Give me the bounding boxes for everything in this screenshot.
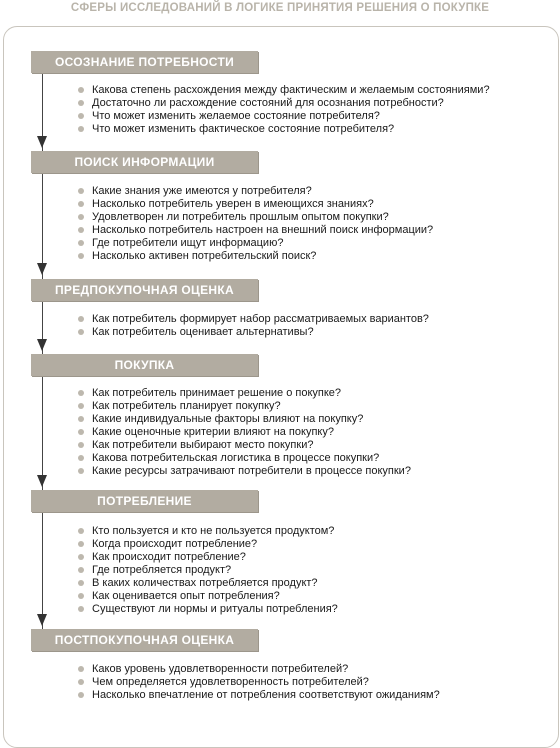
bullet-icon — [78, 126, 84, 132]
bullet-icon — [78, 429, 84, 435]
bullet-icon — [78, 316, 84, 322]
list-item: Удовлетворен ли потребитель прошлым опытом покупки? — [78, 211, 548, 224]
list-item: Что может изменить желаемое состояние потребителя? — [78, 110, 548, 123]
bullet-icon — [78, 253, 84, 259]
bullet-icon — [78, 580, 84, 586]
list-item: Как потребители выбирают место покупки? — [78, 439, 548, 452]
list-item: Какие ресурсы затрачивают потребители в процессе покупки? — [78, 465, 548, 478]
list-item: Какие оценочные критерии влияют на покупку? — [78, 426, 548, 439]
bullet-icon — [78, 240, 84, 246]
bullet-icon — [78, 227, 84, 233]
stage-need-recognition-questions — [78, 84, 548, 136]
list-item: Какова степень расхождения между фактическим и желаемым состояниями? — [78, 84, 548, 97]
bullet-icon — [78, 554, 84, 560]
list-item: В каких количествах потребляется продукт? — [78, 577, 548, 590]
list-item: Существуют ли нормы и ритуалы потребления? — [78, 603, 548, 616]
flow-arrow-5 — [37, 614, 47, 626]
stage-need-recognition: ОСОЗНАНИЕ ПОТРЕБНОСТИ — [31, 51, 258, 73]
list-item: Насколько впечатление от потребления соответствуют ожиданиям? — [78, 689, 548, 702]
bullet-icon — [78, 214, 84, 220]
bullet-icon — [78, 528, 84, 534]
bullet-icon — [78, 593, 84, 599]
list-item: Насколько потребитель настроен на внешний поиск информации? — [78, 224, 548, 237]
flow-arrow-4 — [37, 475, 47, 487]
list-item: Где потребляется продукт? — [78, 564, 548, 577]
list-item: Какова потребительская логистика в процессе покупки? — [78, 452, 548, 465]
stage-consumption: ПОТРЕБЛЕНИЕ — [31, 490, 258, 512]
bullet-icon — [78, 87, 84, 93]
list-item: Как потребитель планирует покупку? — [78, 400, 548, 413]
flow-arrow-2 — [37, 263, 47, 275]
diagram-title: СФЕРЫ ИССЛЕДОВАНИЙ В ЛОГИКЕ ПРИНЯТИЯ РЕШЕНИЯ О ПОКУПКЕ — [70, 2, 490, 14]
stage-information-search: ПОИСК ИНФОРМАЦИИ — [31, 151, 258, 173]
list-item: Чем определяется удовлетворенность потребителей? — [78, 676, 548, 689]
stage-purchase: ПОКУПКА — [31, 354, 258, 376]
list-item: Как потребитель формирует набор рассматриваемых вариантов? — [78, 313, 548, 326]
stage-prepurchase-evaluation-questions — [78, 313, 548, 339]
bullet-icon — [78, 390, 84, 396]
stage-information-search-questions — [78, 185, 548, 263]
bullet-icon — [78, 468, 84, 474]
bullet-icon — [78, 201, 84, 207]
bullet-icon — [78, 113, 84, 119]
list-item: Что может изменить фактическое состояние потребителя? — [78, 123, 548, 136]
list-item: Каков уровень удовлетворенности потребителей? — [78, 663, 548, 676]
bullet-icon — [78, 541, 84, 547]
list-item: Как происходит потребление? — [78, 551, 548, 564]
stage-postpurchase-evaluation-questions — [78, 663, 548, 702]
list-item: Как оценивается опыт потребления? — [78, 590, 548, 603]
bullet-icon — [78, 455, 84, 461]
stage-consumption-questions — [78, 525, 548, 616]
stage-prepurchase-evaluation: ПРЕДПОКУПОЧНАЯ ОЦЕНКА — [31, 279, 258, 301]
bullet-icon — [78, 100, 84, 106]
bullet-icon — [78, 416, 84, 422]
bullet-icon — [78, 329, 84, 335]
bullet-icon — [78, 679, 84, 685]
bullet-icon — [78, 606, 84, 612]
list-item: Какие индивидуальные факторы влияют на покупку? — [78, 413, 548, 426]
stage-postpurchase-evaluation: ПОСТПОКУПОЧНАЯ ОЦЕНКА — [31, 629, 258, 651]
bullet-icon — [78, 442, 84, 448]
list-item: Кто пользуется и кто не пользуется продуктом? — [78, 525, 548, 538]
list-item: Когда происходит потребление? — [78, 538, 548, 551]
list-item: Как потребитель принимает решение о покупке? — [78, 387, 548, 400]
list-item: Какие знания уже имеются у потребителя? — [78, 185, 548, 198]
list-item: Где потребители ищут информацию? — [78, 237, 548, 250]
flow-arrow-1 — [37, 136, 47, 148]
bullet-icon — [78, 666, 84, 672]
bullet-icon — [78, 692, 84, 698]
list-item: Насколько активен потребительский поиск? — [78, 250, 548, 263]
bullet-icon — [78, 567, 84, 573]
flow-arrow-3 — [37, 339, 47, 351]
list-item: Насколько потребитель уверен в имеющихся знаниях? — [78, 198, 548, 211]
list-item: Как потребитель оценивает альтернативы? — [78, 326, 548, 339]
bullet-icon — [78, 188, 84, 194]
list-item: Достаточно ли расхождение состояний для осознания потребности? — [78, 97, 548, 110]
stage-purchase-questions — [78, 387, 548, 478]
bullet-icon — [78, 403, 84, 409]
